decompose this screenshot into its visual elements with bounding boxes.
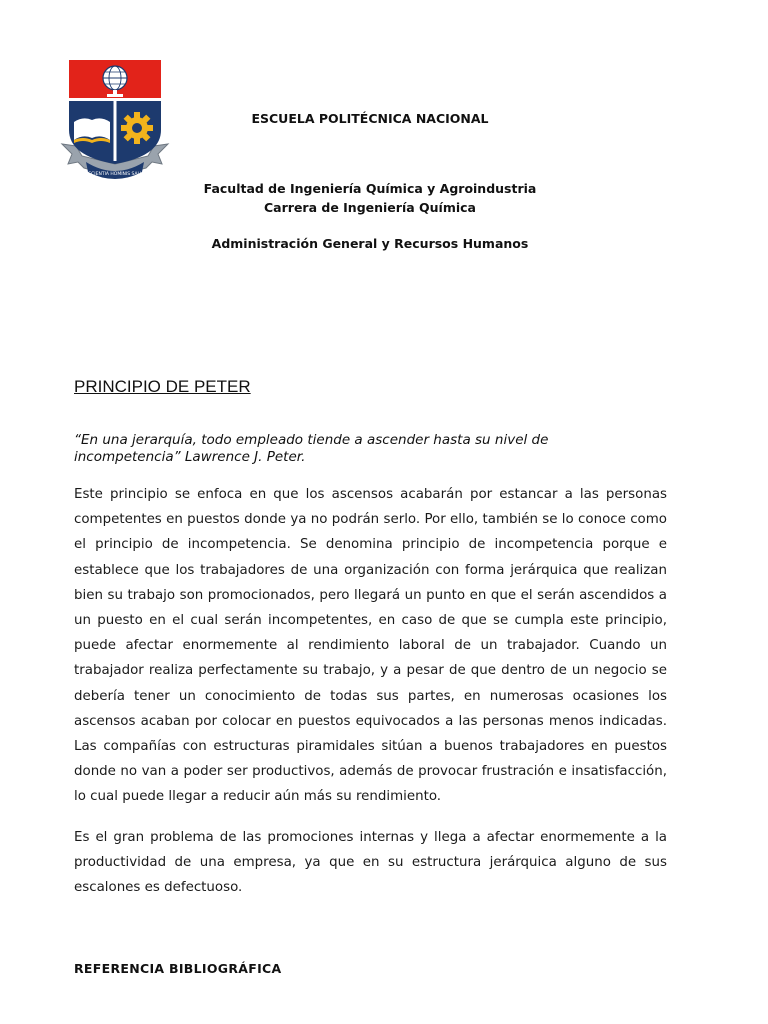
faculty-name: Facultad de Ingeniería Química y Agroindustria	[203, 181, 537, 196]
peter-quote: “En una jerarquía, todo empleado tiende a ascender hasta su nivel de incompetencia” Lawrence J. Peter.	[74, 432, 549, 465]
document-title: PRINCIPIO DE PETER	[74, 377, 251, 396]
institution-name: ESCUELA POLITÉCNICA NACIONAL	[251, 111, 489, 126]
references-heading: REFERENCIA BIBLIOGRÁFICA	[74, 961, 282, 976]
body-paragraph-1: Este principio se enfoca en que los ascensos acabarán por estancar a las personas competentes en puestos donde ya no podrán serlo. Por ello, también se lo conoce como el principio de incompetencia. Se denomina principio de incompetencia porque e establece que los trabajadores de una organización con forma jerárquica que realizan bien su trabajo son promocionados, pero llegará un punto en que el serán ascendidos a un puesto en el cual serán incompetentes, en caso de que se cumpla este principio, puede afectar enormemente al rendimiento laboral de un trabajador. Cuando un trabajador realiza perfectamente su trabajo, y a pesar de que dentro de un negocio se debería tener un conocimiento de todas sus partes, en numerosas ocasiones los ascensos acaban por colocar en puestos equivocados a las personas menos indicadas. Las compañías con estructuras piramidales sitúan a buenos trabajadores en puestos donde no van a poder ser productivos, además de provocar frustración e insatisfacción, lo cual puede llegar a reducir aún más su rendimiento.	[74, 487, 667, 805]
logo-motto: E SCIENTIA HOMINIS SALUS	[84, 172, 146, 177]
body-paragraph-2: Es el gran problema de las promociones internas y llega a afectar enormemente a la productividad de una empresa, ya que en su estructura jerárquica alguno de sus escalones es defectuoso.	[74, 830, 667, 896]
career-name: Carrera de Ingeniería Química	[264, 200, 476, 215]
course-name: Administración General y Recursos Humanos	[211, 236, 529, 251]
epn-shield-logo-icon	[58, 58, 172, 184]
